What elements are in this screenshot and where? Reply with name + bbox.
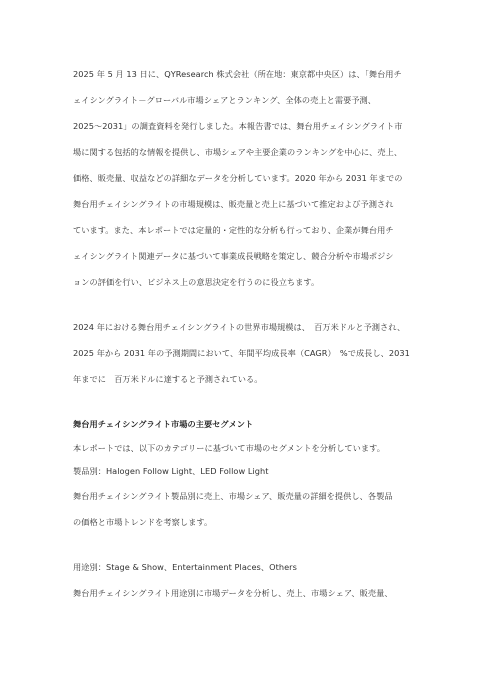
intro-line: 2025～2031」の調査資料を発行しました。本報告書では、舞台用チェイシングライト市 [73,121,403,131]
intro-line: ョンの評価を行い、ビジネス上の意思決定を行うのに役立ちます。 [73,277,320,287]
segments-section [73,411,409,535]
product-segment-description: の価格と市場トレンドを考察します。 [73,517,213,527]
market-line: 年までに 百万米ドルに達すると予測されている。 [73,374,263,384]
intro-paragraph [73,61,409,295]
product-segment-label: 製品別：Halogen Follow Light、LED Follow Light [73,466,269,476]
section-heading: 舞台用チェイシングライト市場の主要セグメント [73,419,254,429]
intro-line: 舞台用チェイシングライトの市場規模は、販売量と売上に基づいて推定および予測され [73,199,394,209]
document-body [73,61,409,606]
market-line: 2024 年における舞台用チェイシングライトの世界市場規模は、 百万米ドルと予測され、 [73,322,406,332]
segments-intro: 本レポートでは、以下のカテゴリーに基づいて市場のセグメントを分析しています。 [73,443,385,453]
intro-line: ェイシングライト－グローバル市場シェアとランキング、全体の売上と需要予測、 [73,95,377,105]
intro-line: 場に関する包括的な情報を提供し、市場シェアや主要企業のランキングを中心に、売上、 [73,147,403,157]
intro-line: ェイシングライト関連データに基づいて事業成長戦略を策定し、競合分析や市場ポジシ [73,251,394,261]
paragraph-spacer [73,392,409,411]
intro-line: 価格、販売量、収益などの詳細なデータを分析しています。2020 年から 2031 年までの [73,173,403,183]
application-section [73,554,409,606]
market-size-paragraph [73,314,409,392]
paragraph-spacer [73,535,409,554]
intro-line: ています。また、本レポートでは定量的・定性的な分析も行っており、企業が舞台用チ [73,225,394,235]
paragraph-spacer [73,295,409,314]
intro-line: 2025 年 5 月 13 日に、QYResearch 株式会社（所在地：東京都中央区）は、「舞台用チ [73,69,402,79]
application-segment-label: 用途別：Stage & Show、Entertainment Places、Others [73,562,297,572]
product-segment-description: 舞台用チェイシングライト製品別に売上、市場シェア、販売量の詳細を提供し、各製品 [73,491,393,501]
market-line: 2025 年から 2031 年の予測期間において、年間平均成長率（CAGR） %で成長し、2031 [73,348,410,358]
application-segment-description: 舞台用チェイシングライト用途別に市場データを分析し、売上、市場シェア、販売量、 [73,588,393,598]
